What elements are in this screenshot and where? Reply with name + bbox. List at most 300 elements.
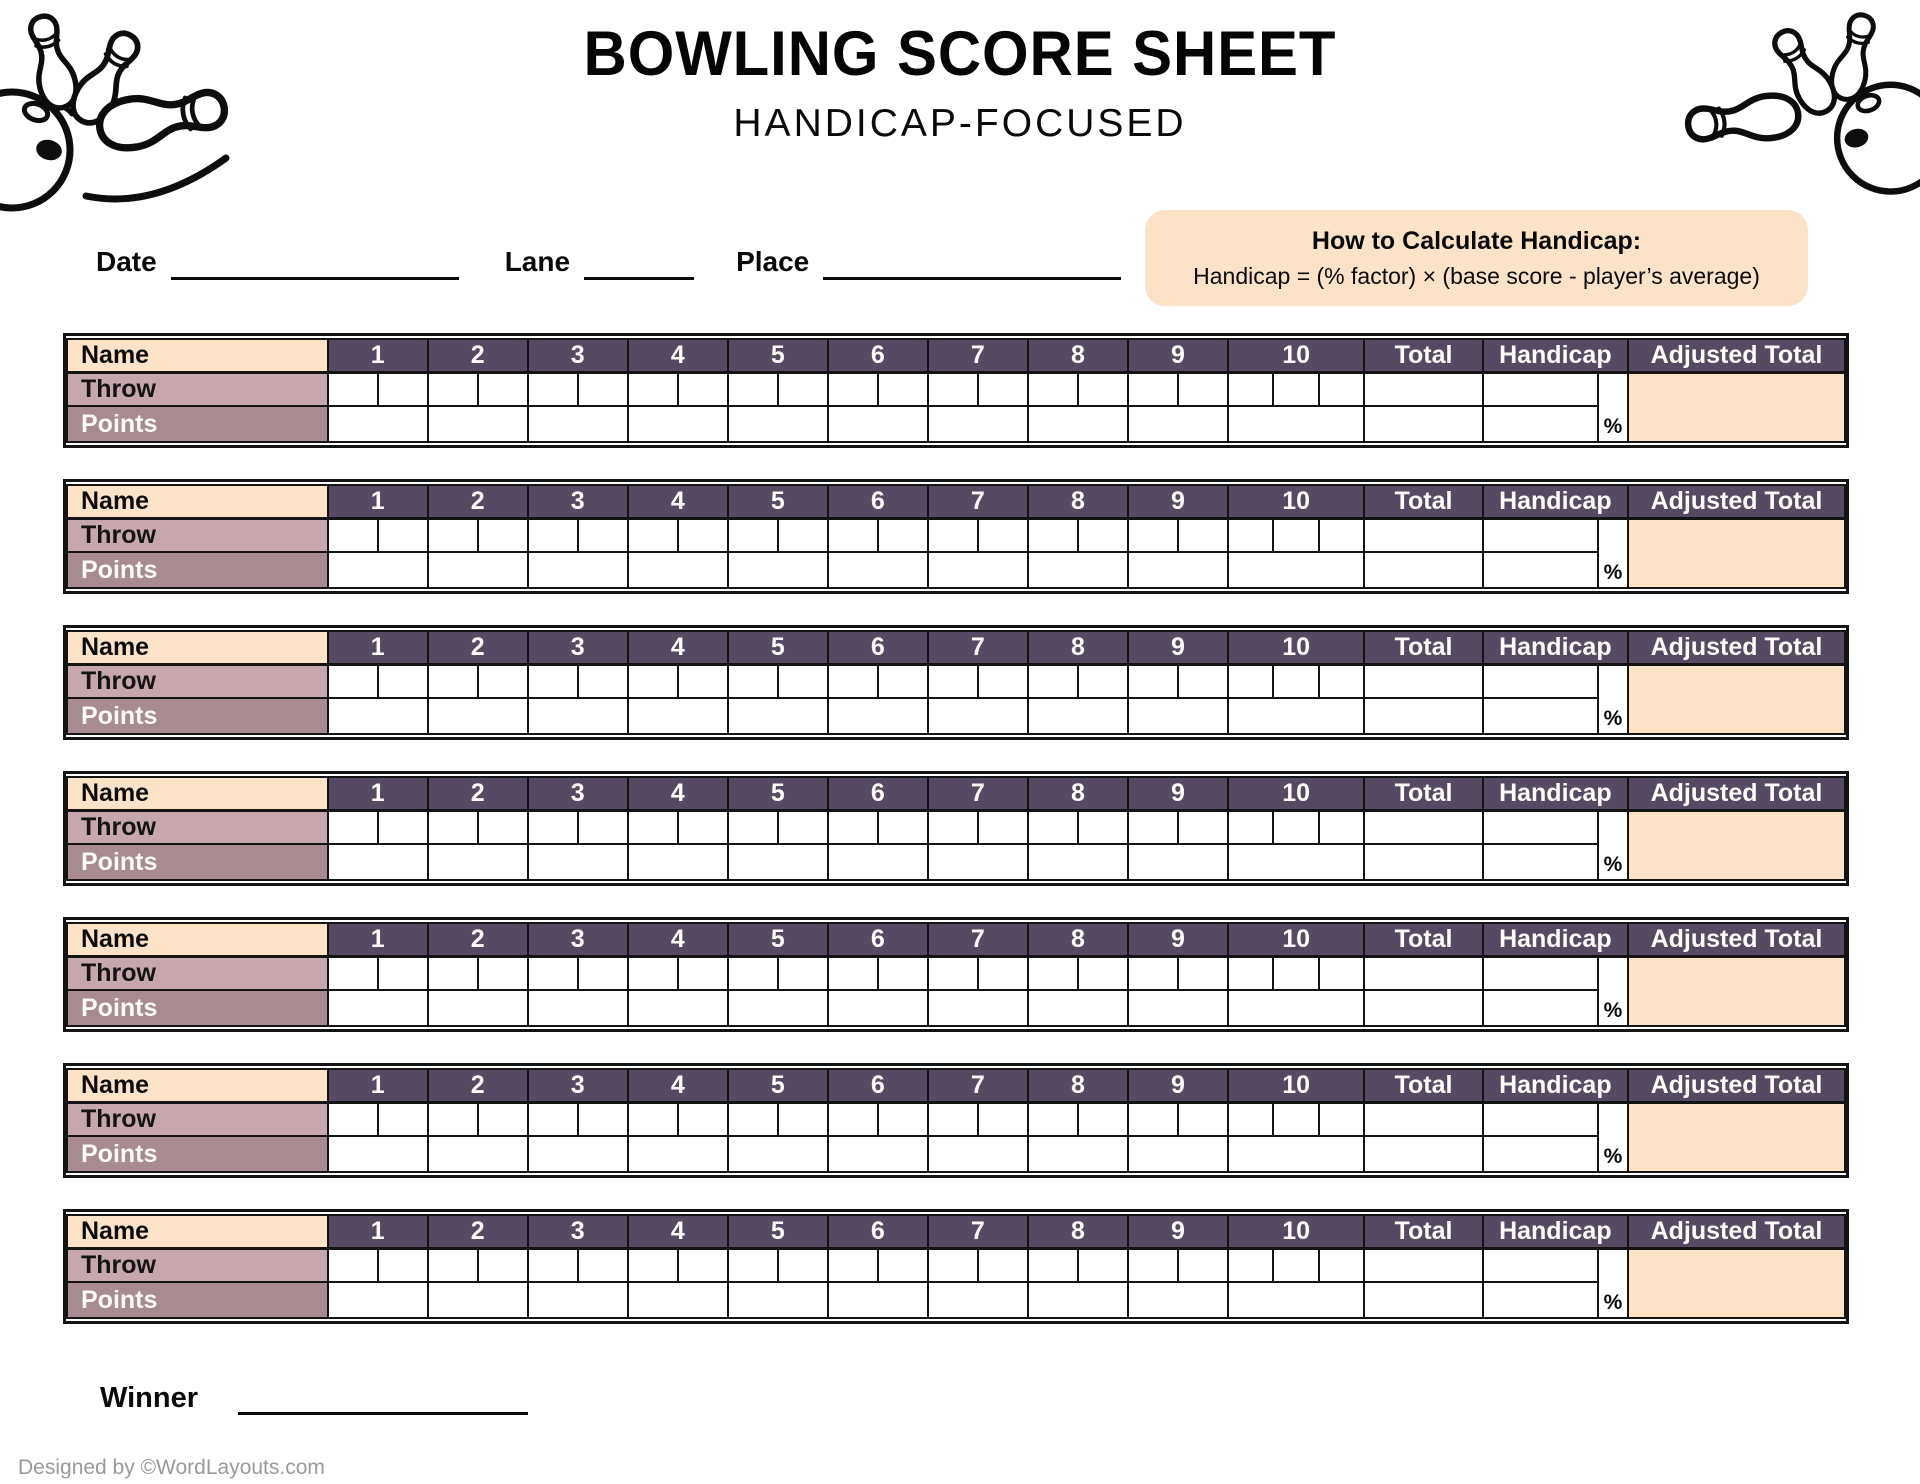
throw-cell[interactable] (928, 956, 978, 990)
throw-cell[interactable] (628, 1248, 678, 1282)
throw-cell[interactable] (728, 1102, 778, 1136)
winner-label: Winner (100, 1382, 199, 1414)
throw-cell[interactable] (328, 372, 378, 406)
points-cell[interactable] (628, 698, 728, 734)
points-cell[interactable] (628, 552, 728, 588)
throw-cell[interactable] (328, 1248, 378, 1282)
total-points-cell[interactable] (1364, 552, 1482, 588)
name-cell[interactable]: Name (67, 1069, 328, 1102)
name-cell[interactable]: Name (67, 1215, 328, 1248)
throw-cell[interactable] (428, 810, 478, 844)
throw-cell[interactable] (478, 372, 528, 406)
points-cell[interactable] (828, 844, 928, 880)
points-cell[interactable] (928, 1136, 1028, 1172)
throw-cell[interactable] (978, 664, 1028, 698)
handicap-points-cell[interactable] (1483, 1282, 1598, 1318)
points-cell[interactable] (1028, 406, 1128, 442)
points-cell[interactable] (428, 698, 528, 734)
throw-cell[interactable] (328, 664, 378, 698)
throw-cell[interactable] (828, 372, 878, 406)
points-cell[interactable] (328, 698, 428, 734)
frame-header-7: 7 (928, 339, 1028, 372)
name-cell[interactable]: Name (67, 339, 328, 372)
throw-cell[interactable] (1028, 810, 1078, 844)
points-cell[interactable] (1028, 1282, 1128, 1318)
throw-cell[interactable] (1128, 956, 1178, 990)
throw-cell[interactable] (378, 1102, 428, 1136)
throw-cell[interactable] (778, 956, 828, 990)
throw-cell[interactable] (1028, 956, 1078, 990)
points-cell[interactable] (828, 552, 928, 588)
throw-cell[interactable] (478, 518, 528, 552)
adjusted-total-cell[interactable] (1628, 372, 1845, 442)
points-cell[interactable] (328, 844, 428, 880)
frame-header-1: 1 (328, 339, 428, 372)
throw-cell[interactable] (678, 810, 728, 844)
handicap-throw-cell[interactable] (1483, 664, 1598, 698)
throw-cell[interactable] (778, 1102, 828, 1136)
throw-cell[interactable] (1273, 664, 1318, 698)
handicap-throw-cell[interactable] (1483, 956, 1598, 990)
points-cell[interactable] (628, 406, 728, 442)
points-cell[interactable] (728, 844, 828, 880)
score-table (63, 771, 1849, 886)
throw-cell[interactable] (1078, 1102, 1128, 1136)
throw-cell[interactable] (1228, 956, 1273, 990)
throw-cell[interactable] (878, 956, 928, 990)
throw-cell[interactable] (428, 1248, 478, 1282)
place-label: Place (736, 246, 810, 277)
throw-cell[interactable] (1028, 1248, 1078, 1282)
throw-cell[interactable] (1228, 518, 1273, 552)
lane-line[interactable] (584, 250, 694, 280)
points-cell[interactable] (1028, 552, 1128, 588)
adjusted-total-cell[interactable] (1628, 518, 1845, 588)
throw-cell[interactable] (828, 810, 878, 844)
throw-cell[interactable] (578, 664, 628, 698)
points-cell[interactable] (628, 1282, 728, 1318)
throw-cell[interactable] (578, 1248, 628, 1282)
total-points-cell[interactable] (1364, 406, 1482, 442)
throw-cell[interactable] (578, 810, 628, 844)
adjusted-total-cell[interactable] (1628, 1102, 1845, 1172)
points-cell[interactable] (1128, 844, 1228, 880)
name-cell[interactable]: Name (67, 631, 328, 664)
throw-cell[interactable] (878, 664, 928, 698)
handicap-percent-cell[interactable] (1598, 372, 1628, 442)
points-cell[interactable] (1228, 1282, 1364, 1318)
points-cell[interactable] (728, 1282, 828, 1318)
throw-cell[interactable] (428, 956, 478, 990)
handicap-percent-cell[interactable] (1598, 518, 1628, 588)
throw-cell[interactable] (828, 664, 878, 698)
points-cell[interactable] (928, 1282, 1028, 1318)
throw-cell[interactable] (428, 372, 478, 406)
throw-cell[interactable] (1178, 956, 1228, 990)
points-cell[interactable] (1128, 1136, 1228, 1172)
frame-header-4: 4 (628, 923, 728, 956)
adjusted-total-header: Adjusted Total (1628, 1069, 1845, 1102)
throw-cell[interactable] (628, 810, 678, 844)
total-throw-cell[interactable] (1364, 372, 1482, 406)
handicap-percent-cell[interactable] (1598, 810, 1628, 880)
throw-cell[interactable] (1228, 664, 1273, 698)
throw-cell[interactable] (678, 1102, 728, 1136)
throw-cell[interactable] (728, 372, 778, 406)
page-subtitle: HANDICAP-FOCUSED (733, 102, 1187, 145)
points-cell[interactable] (1128, 1282, 1228, 1318)
throw-cell[interactable] (778, 518, 828, 552)
throw-cell[interactable] (778, 810, 828, 844)
date-line[interactable] (171, 250, 459, 280)
throw-cell[interactable] (828, 518, 878, 552)
handicap-throw-cell[interactable] (1483, 1248, 1598, 1282)
points-row-label: Points (67, 406, 328, 442)
points-cell[interactable] (1128, 990, 1228, 1026)
points-cell[interactable] (528, 1136, 628, 1172)
total-throw-cell[interactable] (1364, 664, 1482, 698)
throw-cell[interactable] (928, 1248, 978, 1282)
throw-cell[interactable] (1078, 810, 1128, 844)
throw-cell[interactable] (828, 1102, 878, 1136)
total-throw-cell[interactable] (1364, 810, 1482, 844)
adjusted-total-cell[interactable] (1628, 810, 1845, 880)
total-points-cell[interactable] (1364, 844, 1482, 880)
total-throw-cell[interactable] (1364, 1248, 1482, 1282)
points-cell[interactable] (1028, 698, 1128, 734)
handicap-points-cell[interactable] (1483, 698, 1598, 734)
throw-cell[interactable] (678, 518, 728, 552)
throw-cell[interactable] (1319, 1102, 1364, 1136)
throw-cell[interactable] (778, 1248, 828, 1282)
points-cell[interactable] (928, 990, 1028, 1026)
points-cell[interactable] (428, 844, 528, 880)
points-cell[interactable] (1128, 406, 1228, 442)
total-throw-cell[interactable] (1364, 518, 1482, 552)
throw-cell[interactable] (478, 1248, 528, 1282)
points-cell[interactable] (628, 1136, 728, 1172)
frame-header-3: 3 (528, 923, 628, 956)
throw-cell[interactable] (1128, 372, 1178, 406)
throw-cell[interactable] (1319, 372, 1364, 406)
points-cell[interactable] (1128, 698, 1228, 734)
throw-cell[interactable] (928, 372, 978, 406)
points-cell[interactable] (928, 698, 1028, 734)
points-cell[interactable] (528, 844, 628, 880)
throw-cell[interactable] (1319, 810, 1364, 844)
throw-cell[interactable] (378, 956, 428, 990)
throw-cell[interactable] (1319, 664, 1364, 698)
frame-header-7: 7 (928, 1215, 1028, 1248)
points-cell[interactable] (728, 1136, 828, 1172)
frame-header-2: 2 (428, 631, 528, 664)
points-cell[interactable] (528, 552, 628, 588)
adjusted-total-cell[interactable] (1628, 956, 1845, 1026)
points-cell[interactable] (728, 698, 828, 734)
throw-cell[interactable] (828, 1248, 878, 1282)
throw-cell[interactable] (1178, 810, 1228, 844)
throw-cell[interactable] (878, 1102, 928, 1136)
points-cell[interactable] (428, 990, 528, 1026)
throw-cell[interactable] (1273, 1248, 1318, 1282)
points-cell[interactable] (328, 1136, 428, 1172)
total-throw-cell[interactable] (1364, 956, 1482, 990)
throw-cell[interactable] (1028, 1102, 1078, 1136)
throw-cell[interactable] (978, 1102, 1028, 1136)
handicap-percent-cell[interactable] (1598, 664, 1628, 734)
frame-header-5: 5 (728, 631, 828, 664)
points-cell[interactable] (828, 1136, 928, 1172)
throw-cell[interactable] (678, 372, 728, 406)
throw-cell[interactable] (628, 1102, 678, 1136)
points-cell[interactable] (428, 406, 528, 442)
points-cell[interactable] (828, 698, 928, 734)
throw-cell[interactable] (778, 372, 828, 406)
points-cell[interactable] (528, 990, 628, 1026)
throw-cell[interactable] (1078, 664, 1128, 698)
handicap-throw-cell[interactable] (1483, 810, 1598, 844)
throw-cell[interactable] (1319, 1248, 1364, 1282)
throw-cell[interactable] (1178, 664, 1228, 698)
throw-cell[interactable] (628, 518, 678, 552)
points-cell[interactable] (1228, 552, 1364, 588)
points-cell[interactable] (728, 552, 828, 588)
handicap-header: Handicap (1483, 923, 1628, 956)
throw-cell[interactable] (828, 956, 878, 990)
adjusted-total-cell[interactable] (1628, 664, 1845, 734)
frame-header-8: 8 (1028, 631, 1128, 664)
throw-cell[interactable] (628, 372, 678, 406)
throw-cell[interactable] (628, 664, 678, 698)
throw-cell[interactable] (528, 956, 578, 990)
points-cell[interactable] (628, 844, 728, 880)
points-cell[interactable] (1228, 406, 1364, 442)
handicap-throw-cell[interactable] (1483, 372, 1598, 406)
points-cell[interactable] (1028, 990, 1128, 1026)
throw-cell[interactable] (1128, 1248, 1178, 1282)
throw-cell[interactable] (978, 810, 1028, 844)
points-cell[interactable] (428, 552, 528, 588)
throw-cell[interactable] (478, 1102, 528, 1136)
throw-cell[interactable] (978, 372, 1028, 406)
points-cell[interactable] (628, 990, 728, 1026)
throw-cell[interactable] (1273, 810, 1318, 844)
total-points-cell[interactable] (1364, 990, 1482, 1026)
throw-cell[interactable] (1078, 372, 1128, 406)
throw-cell[interactable] (528, 1102, 578, 1136)
points-cell[interactable] (528, 406, 628, 442)
throw-cell[interactable] (378, 518, 428, 552)
percent-label: % (1603, 707, 1623, 730)
points-cell[interactable] (828, 406, 928, 442)
throw-cell[interactable] (428, 518, 478, 552)
points-cell[interactable] (1128, 552, 1228, 588)
total-header: Total (1364, 339, 1482, 372)
handicap-points-cell[interactable] (1483, 990, 1598, 1026)
throw-cell[interactable] (978, 956, 1028, 990)
total-points-cell[interactable] (1364, 1136, 1482, 1172)
points-cell[interactable] (528, 698, 628, 734)
throw-cell[interactable] (978, 518, 1028, 552)
throw-cell[interactable] (328, 518, 378, 552)
score-table (63, 479, 1849, 594)
throw-cell[interactable] (378, 372, 428, 406)
handicap-percent-cell[interactable] (1598, 1248, 1628, 1318)
points-cell[interactable] (428, 1282, 528, 1318)
points-cell[interactable] (1228, 844, 1364, 880)
throw-cell[interactable] (1178, 1102, 1228, 1136)
throw-cell[interactable] (478, 956, 528, 990)
throw-cell[interactable] (1228, 1248, 1273, 1282)
throw-cell[interactable] (928, 1102, 978, 1136)
points-cell[interactable] (328, 552, 428, 588)
throw-cell[interactable] (1228, 810, 1273, 844)
throw-cell[interactable] (1028, 518, 1078, 552)
total-header: Total (1364, 485, 1482, 518)
throw-cell[interactable] (378, 810, 428, 844)
throw-cell[interactable] (1078, 1248, 1128, 1282)
throw-cell[interactable] (528, 664, 578, 698)
throw-cell[interactable] (578, 1102, 628, 1136)
throw-cell[interactable] (728, 518, 778, 552)
throw-cell[interactable] (1273, 956, 1318, 990)
throw-cell[interactable] (878, 810, 928, 844)
points-cell[interactable] (1028, 1136, 1128, 1172)
throw-cell[interactable] (1028, 664, 1078, 698)
throw-cell[interactable] (878, 518, 928, 552)
throw-cell[interactable] (478, 664, 528, 698)
throw-cell[interactable] (1078, 956, 1128, 990)
frame-header-7: 7 (928, 923, 1028, 956)
handicap-percent-cell[interactable] (1598, 956, 1628, 1026)
throw-cell[interactable] (1319, 956, 1364, 990)
frame-header-8: 8 (1028, 485, 1128, 518)
throw-cell[interactable] (878, 1248, 928, 1282)
throw-cell[interactable] (328, 1102, 378, 1136)
points-cell[interactable] (328, 1282, 428, 1318)
points-cell[interactable] (1028, 844, 1128, 880)
throw-cell[interactable] (1178, 518, 1228, 552)
points-cell[interactable] (1228, 990, 1364, 1026)
points-cell[interactable] (1228, 698, 1364, 734)
throw-cell[interactable] (1128, 518, 1178, 552)
throw-cell[interactable] (528, 1248, 578, 1282)
frame-header-4: 4 (628, 777, 728, 810)
throw-cell[interactable] (1028, 372, 1078, 406)
points-cell[interactable] (328, 990, 428, 1026)
throw-cell[interactable] (428, 664, 478, 698)
name-cell[interactable]: Name (67, 923, 328, 956)
throw-cell[interactable] (878, 372, 928, 406)
throw-cell[interactable] (578, 956, 628, 990)
points-row-label: Points (67, 1136, 328, 1172)
handicap-percent-cell[interactable] (1598, 1102, 1628, 1172)
points-cell[interactable] (928, 406, 1028, 442)
throw-cell[interactable] (1273, 1102, 1318, 1136)
throw-cell[interactable] (1128, 1102, 1178, 1136)
points-cell[interactable] (528, 1282, 628, 1318)
points-cell[interactable] (428, 1136, 528, 1172)
throw-cell[interactable] (1178, 372, 1228, 406)
throw-cell[interactable] (478, 810, 528, 844)
throw-cell[interactable] (328, 956, 378, 990)
throw-cell[interactable] (378, 1248, 428, 1282)
throw-cell[interactable] (1273, 518, 1318, 552)
frame-header-4: 4 (628, 339, 728, 372)
points-cell[interactable] (928, 844, 1028, 880)
frame-header-5: 5 (728, 777, 828, 810)
throw-cell[interactable] (1078, 518, 1128, 552)
handicap-points-cell[interactable] (1483, 406, 1598, 442)
throw-cell[interactable] (678, 1248, 728, 1282)
points-cell[interactable] (928, 552, 1028, 588)
throw-cell[interactable] (728, 1248, 778, 1282)
throw-cell[interactable] (1228, 1102, 1273, 1136)
throw-cell[interactable] (578, 372, 628, 406)
throw-cell[interactable] (1319, 518, 1364, 552)
throw-cell[interactable] (928, 810, 978, 844)
throw-cell[interactable] (728, 810, 778, 844)
throw-cell[interactable] (978, 1248, 1028, 1282)
throw-cell[interactable] (728, 956, 778, 990)
points-cell[interactable] (728, 406, 828, 442)
throw-cell[interactable] (428, 1102, 478, 1136)
points-cell[interactable] (1228, 1136, 1364, 1172)
total-points-cell[interactable] (1364, 698, 1482, 734)
handicap-points-cell[interactable] (1483, 552, 1598, 588)
throw-cell[interactable] (928, 518, 978, 552)
throw-cell[interactable] (378, 664, 428, 698)
frame-header-6: 6 (828, 777, 928, 810)
frame-header-9: 9 (1128, 485, 1228, 518)
total-points-cell[interactable] (1364, 1282, 1482, 1318)
throw-cell[interactable] (1178, 1248, 1228, 1282)
points-cell[interactable] (828, 990, 928, 1026)
total-throw-cell[interactable] (1364, 1102, 1482, 1136)
handicap-throw-cell[interactable] (1483, 518, 1598, 552)
winner-line[interactable] (238, 1385, 528, 1415)
adjusted-total-cell[interactable] (1628, 1248, 1845, 1318)
throw-cell[interactable] (728, 664, 778, 698)
throw-cell[interactable] (678, 956, 728, 990)
throw-cell[interactable] (928, 664, 978, 698)
handicap-throw-cell[interactable] (1483, 1102, 1598, 1136)
points-cell[interactable] (328, 406, 428, 442)
name-cell[interactable]: Name (67, 777, 328, 810)
points-cell[interactable] (828, 1282, 928, 1318)
name-cell[interactable]: Name (67, 485, 328, 518)
handicap-points-cell[interactable] (1483, 1136, 1598, 1172)
throw-cell[interactable] (528, 810, 578, 844)
throw-cell[interactable] (628, 956, 678, 990)
throw-cell[interactable] (528, 518, 578, 552)
throw-cell[interactable] (1128, 664, 1178, 698)
place-line[interactable] (823, 250, 1121, 280)
throw-cell[interactable] (678, 664, 728, 698)
frame-header-4: 4 (628, 1215, 728, 1248)
throw-cell[interactable] (1273, 372, 1318, 406)
points-cell[interactable] (728, 990, 828, 1026)
handicap-points-cell[interactable] (1483, 844, 1598, 880)
throw-row-label: Throw (67, 1248, 328, 1282)
throw-cell[interactable] (1128, 810, 1178, 844)
throw-cell[interactable] (778, 664, 828, 698)
throw-cell[interactable] (1228, 372, 1273, 406)
throw-cell[interactable] (528, 372, 578, 406)
score-table (63, 1063, 1849, 1178)
throw-cell[interactable] (328, 810, 378, 844)
throw-cell[interactable] (578, 518, 628, 552)
